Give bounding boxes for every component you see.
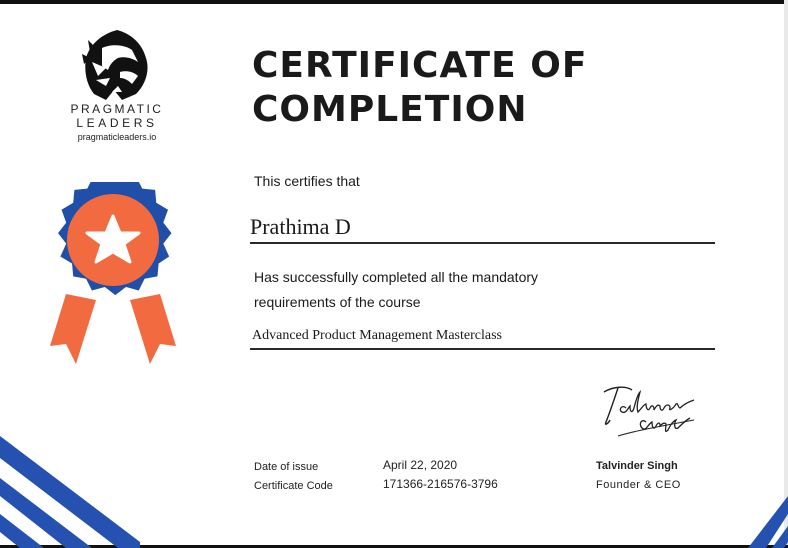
title-line1: CERTIFICATE OF <box>252 45 588 86</box>
recipient-name: Prathima D <box>250 214 351 239</box>
title-line2: COMPLETION <box>252 89 528 130</box>
issue-labels <box>254 458 333 496</box>
completion-statement <box>254 265 684 315</box>
date-label: Date of issue <box>254 461 319 473</box>
signatory-role: Founder & CEO <box>596 479 681 491</box>
brand-logo <box>62 28 172 148</box>
date-value: April 22, 2020 <box>383 458 458 472</box>
brand-name-line2: LEADERS <box>76 116 158 130</box>
course-underline <box>250 348 715 350</box>
issue-values <box>383 456 498 494</box>
code-label: Certificate Code <box>254 480 333 492</box>
recipient-underline <box>250 242 715 244</box>
decorative-stripes-left <box>0 428 140 548</box>
certifies-text: This certifies that <box>254 173 360 189</box>
signature-image <box>590 378 710 448</box>
right-border <box>784 0 788 548</box>
brand-name-line1: PRAGMATIC <box>70 102 164 116</box>
award-ribbon-icon <box>44 182 182 366</box>
code-value: 171366-216576-3796 <box>383 477 498 491</box>
signatory-name: Talvinder Singh <box>596 460 678 472</box>
certificate-title <box>252 44 712 132</box>
course-name: Advanced Product Management Masterclass <box>252 328 502 343</box>
brand-url: pragmaticleaders.io <box>77 132 157 142</box>
completion-line1: Has successfully completed all the mandatory <box>254 269 539 285</box>
decorative-stripes-right <box>748 490 788 548</box>
completion-line2: requirements of the course <box>254 294 421 310</box>
top-border <box>0 0 788 4</box>
lion-head-icon <box>62 28 172 102</box>
